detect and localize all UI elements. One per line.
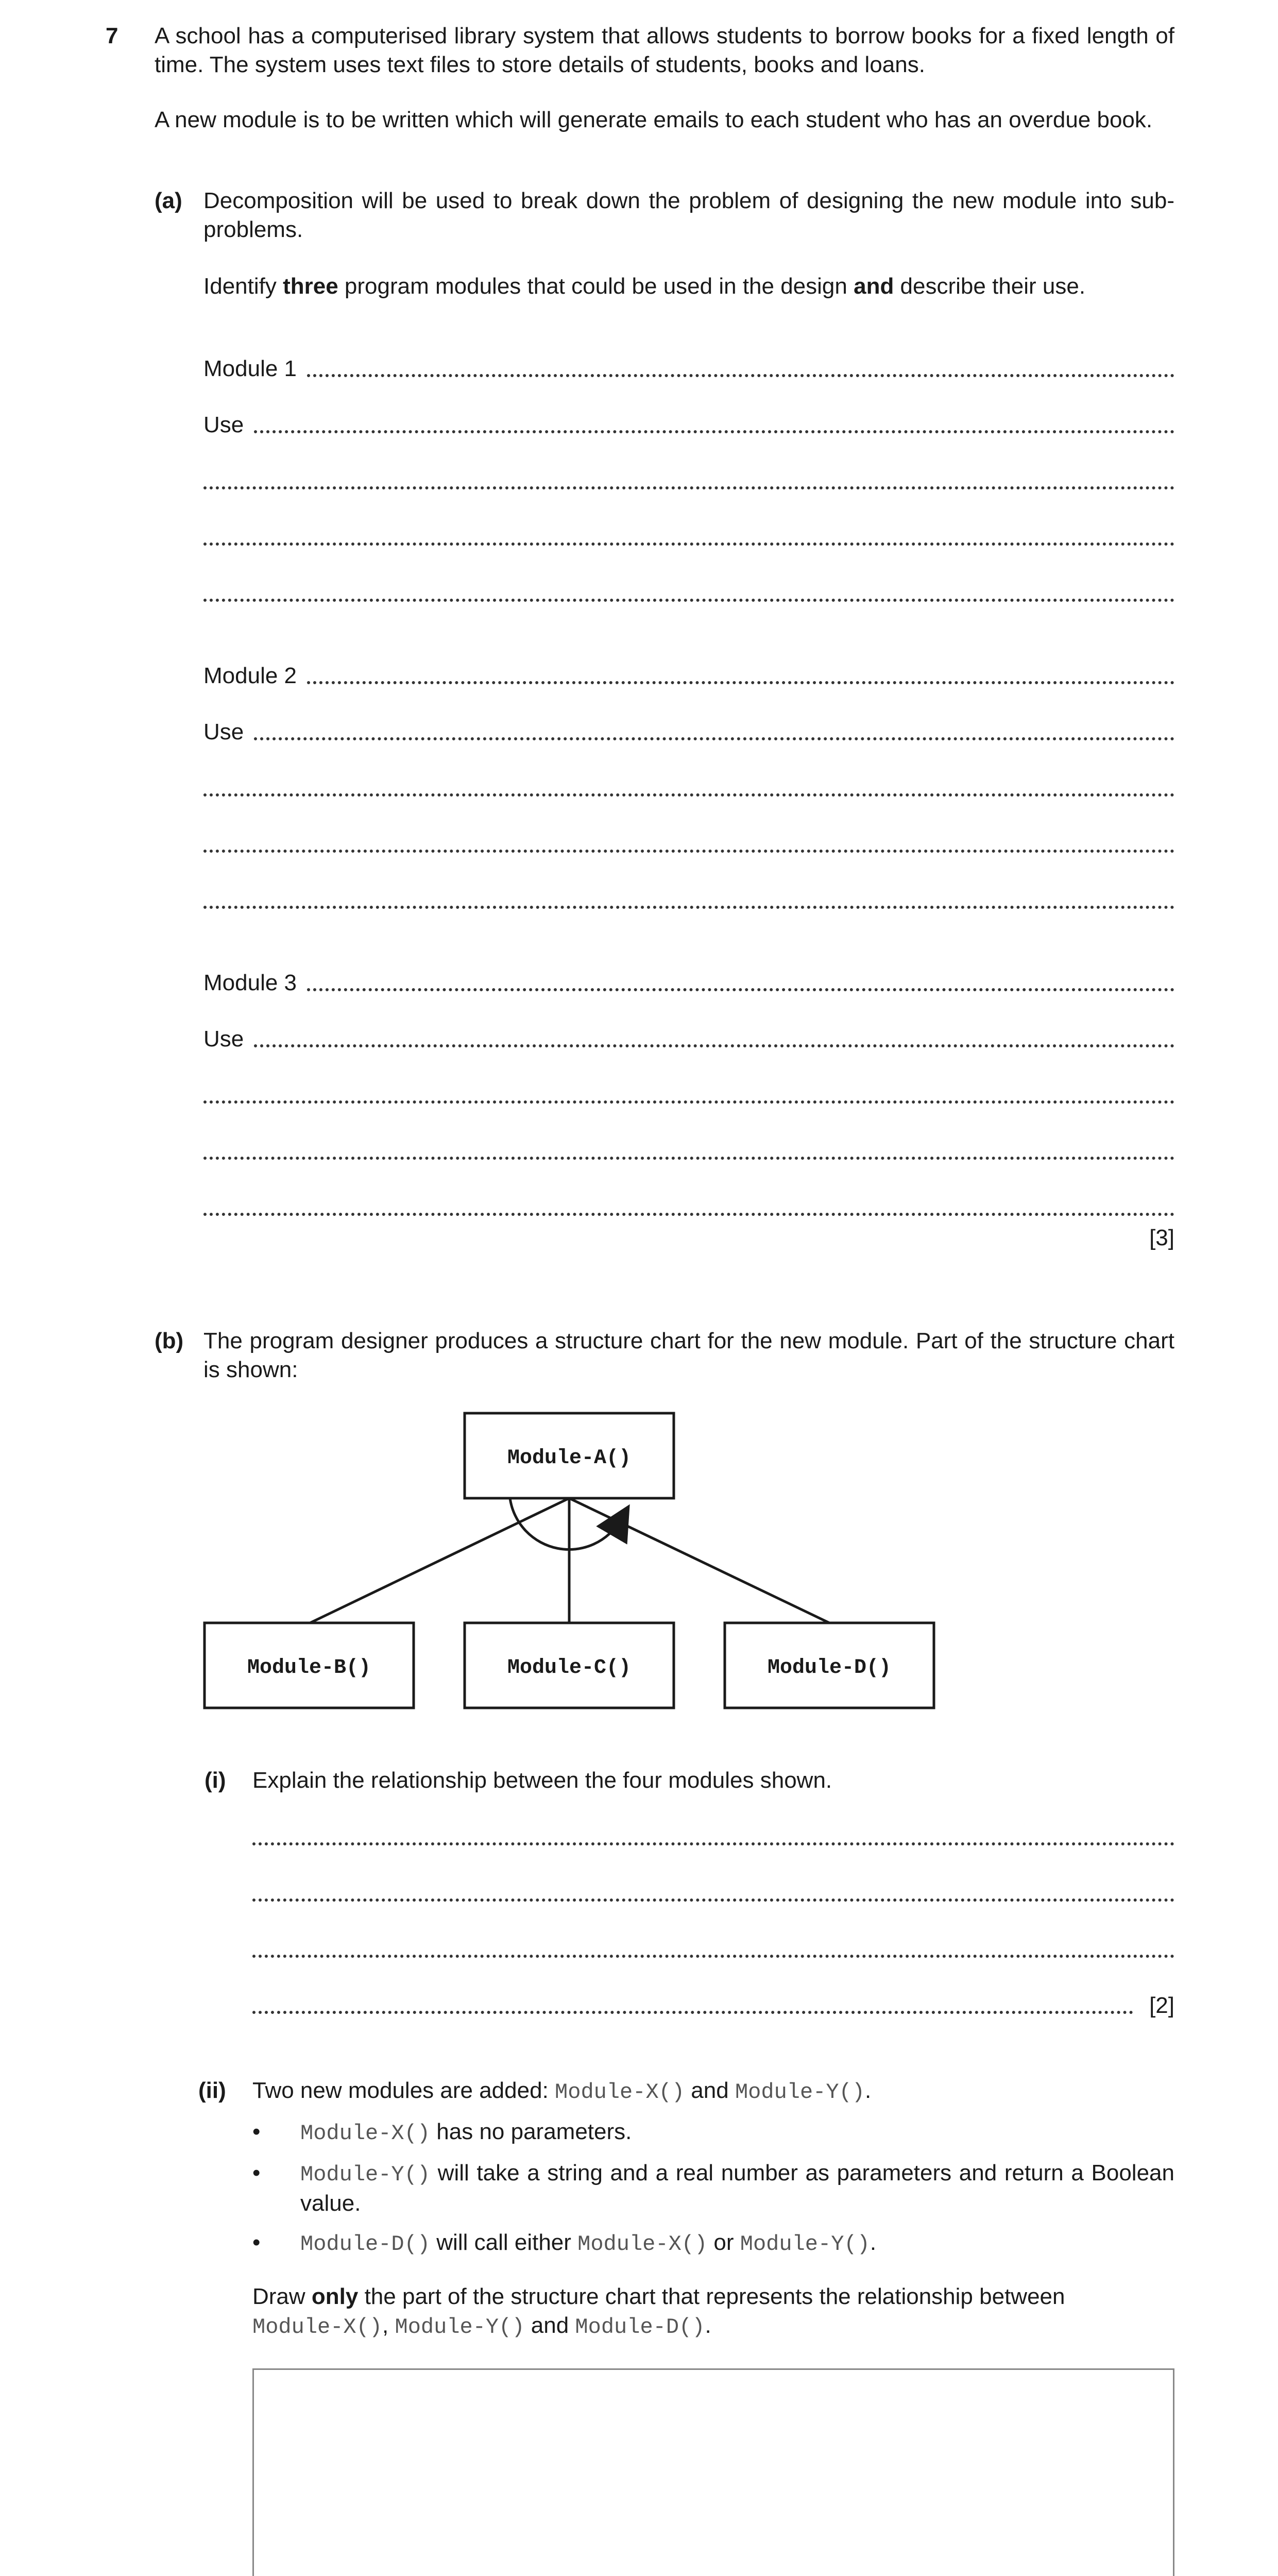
question-intro-2: A new module is to be written which will generate emails to each student who has an overdue book. <box>155 107 1153 132</box>
answer-line[interactable] <box>252 1823 1174 1852</box>
answer-line[interactable] <box>252 1935 1174 1964</box>
module-b-label: Module-B() <box>247 1656 371 1680</box>
part-b-i-text: Explain the relationship between the four modules shown. <box>252 1768 832 1793</box>
module-2-label: Module 2 <box>203 663 297 688</box>
use-label: Use <box>203 412 244 437</box>
dotted-line <box>252 2011 1133 2014</box>
dotted-line <box>252 1955 1174 1958</box>
part-b-i-label: (i) <box>205 1768 226 1793</box>
part-b-i-marks: [2] <box>1149 1993 1174 2018</box>
connector-a-d <box>569 1498 829 1623</box>
iteration-arc <box>510 1498 621 1550</box>
part-a-instruction: Identify three program modules that could be used in the design and describe their use. <box>203 274 1086 299</box>
drawing-answer-box[interactable] <box>252 2368 1174 2576</box>
connector-a-b <box>310 1498 569 1623</box>
dotted-line <box>252 1899 1174 1902</box>
module-a-label: Module-A() <box>507 1447 632 1470</box>
answer-line[interactable] <box>252 1991 1133 2020</box>
part-b-ii-label: (ii) <box>198 2078 226 2103</box>
use-label: Use <box>203 1026 244 1052</box>
bullet-2-text: Module-Y() will take a string and a real number as parameters and return a Boolean value. <box>300 2160 1174 2216</box>
module-d-label: Module-D() <box>767 1656 892 1680</box>
module-1-label: Module 1 <box>203 356 297 381</box>
question-number: 7 <box>106 23 118 48</box>
question-intro-1: A school has a computerised library system that allows students to borrow books for a fixed length of time. The system uses text files to store details of students, books and loans. <box>155 23 1174 77</box>
bullet-1-text: Module-X() has no parameters. <box>300 2119 632 2146</box>
part-a-marks: [3] <box>1149 1225 1174 1250</box>
part-a-label: (a) <box>155 188 182 213</box>
bullet-3-symbol: • <box>252 2230 261 2255</box>
module-3-label: Module 3 <box>203 970 297 995</box>
part-b-label: (b) <box>155 1328 184 1353</box>
dotted-line <box>252 1842 1174 1845</box>
part-a-text: Decomposition will be used to break down the problem of designing the new module into sub-problems. <box>203 188 1174 242</box>
part-b-ii-intro: Two new modules are added: Module-X() and Module-Y(). <box>252 2078 872 2105</box>
bullet-1-symbol: • <box>252 2119 261 2144</box>
part-b-ii-draw-instruction: Draw only the part of the structure chart that represents the relationship between Module-X(), Module-Y() and Module-D(). <box>252 2284 1065 2340</box>
module-c-label: Module-C() <box>507 1656 632 1680</box>
use-label: Use <box>203 719 244 744</box>
bullet-2-symbol: • <box>252 2160 261 2185</box>
answer-line[interactable] <box>252 1879 1174 1908</box>
part-b-text: The program designer produces a structure chart for the new module. Part of the structure chart is shown: <box>203 1328 1174 1382</box>
bullet-3-text: Module-D() will call either Module-X() or Module-Y(). <box>300 2230 877 2257</box>
